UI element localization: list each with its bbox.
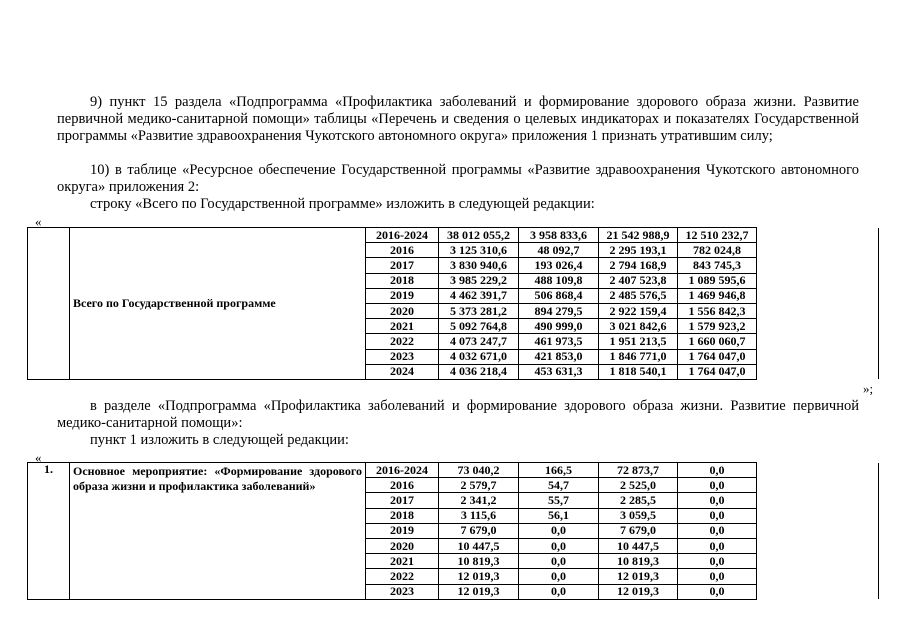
paragraph-item-9: 9) пункт 15 раздела «Подпрограмма «Профилактика заболеваний и формирование здорового образа жизни. Развитие первичной медико-санитарной помощи» таблицы «Перечень и сведения о целевых индикаторах и показателях Государственной программы «Развитие здравоохранения Чукотского автономного округа» приложения 1 признать утратившим силу; [57, 94, 859, 144]
paragraph-row-instruction: строку «Всего по Государственной программе» изложить в следующей редакции: [90, 196, 595, 212]
period-cell: 2016-2024 [366, 228, 439, 243]
amount-cell: 0,0 [678, 538, 757, 553]
empty-cell [757, 228, 879, 243]
amount-cell: 4 032 671,0 [439, 349, 519, 364]
row-label-cell: Основное мероприятие: «Формирование здорового образа жизни и профилактика заболеваний» [70, 463, 366, 600]
period-cell: 2017 [366, 493, 439, 508]
period-cell: 2016 [366, 243, 439, 258]
amount-cell: 0,0 [519, 584, 599, 599]
empty-cell [757, 319, 879, 334]
amount-cell: 0,0 [678, 493, 757, 508]
amount-cell: 1 764 047,0 [678, 364, 757, 379]
amount-cell: 0,0 [519, 523, 599, 538]
empty-cell [757, 508, 879, 523]
amount-cell: 7 679,0 [599, 523, 678, 538]
amount-cell: 1 089 595,6 [678, 273, 757, 288]
amount-cell: 1 469 946,8 [678, 288, 757, 303]
empty-cell [757, 463, 879, 478]
amount-cell: 2 341,2 [439, 493, 519, 508]
amount-cell: 4 036 218,4 [439, 364, 519, 379]
empty-cell [757, 493, 879, 508]
amount-cell: 490 999,0 [519, 319, 599, 334]
period-cell: 2017 [366, 258, 439, 273]
amount-cell: 782 024,8 [678, 243, 757, 258]
amount-cell: 2 485 576,5 [599, 288, 678, 303]
empty-cell [757, 243, 879, 258]
amount-cell: 2 922 159,4 [599, 303, 678, 318]
amount-cell: 10 447,5 [439, 538, 519, 553]
period-cell: 2020 [366, 538, 439, 553]
empty-cell [757, 523, 879, 538]
amount-cell: 894 279,5 [519, 303, 599, 318]
period-cell: 2016 [366, 478, 439, 493]
amount-cell: 12 019,3 [439, 569, 519, 584]
empty-cell [757, 364, 879, 379]
amount-cell: 1 818 540,1 [599, 364, 678, 379]
amount-cell: 0,0 [678, 554, 757, 569]
amount-cell: 4 462 391,7 [439, 288, 519, 303]
amount-cell: 3 958 833,6 [519, 228, 599, 243]
amount-cell: 1 951 213,5 [599, 334, 678, 349]
amount-cell: 56,1 [519, 508, 599, 523]
amount-cell: 48 092,7 [519, 243, 599, 258]
closing-quote-1: »; [863, 381, 874, 396]
amount-cell: 506 868,4 [519, 288, 599, 303]
amount-cell: 193 026,4 [519, 258, 599, 273]
amount-cell: 1 846 771,0 [599, 349, 678, 364]
period-cell: 2021 [366, 319, 439, 334]
amount-cell: 3 125 310,6 [439, 243, 519, 258]
period-cell: 2019 [366, 523, 439, 538]
amount-cell: 2 579,7 [439, 478, 519, 493]
amount-cell: 0,0 [519, 554, 599, 569]
amount-cell: 3 985 229,2 [439, 273, 519, 288]
amount-cell: 0,0 [519, 538, 599, 553]
empty-cell [757, 569, 879, 584]
amount-cell: 3 830 940,6 [439, 258, 519, 273]
empty-cell [757, 349, 879, 364]
amount-cell: 3 059,5 [599, 508, 678, 523]
amount-cell: 12 019,3 [599, 584, 678, 599]
empty-cell [757, 554, 879, 569]
amount-cell: 0,0 [678, 463, 757, 478]
period-cell: 2018 [366, 508, 439, 523]
amount-cell: 1 660 060,7 [678, 334, 757, 349]
empty-cell [757, 584, 879, 599]
amount-cell: 0,0 [678, 569, 757, 584]
amount-cell: 10 819,3 [439, 554, 519, 569]
amount-cell: 7 679,0 [439, 523, 519, 538]
opening-quote-1: « [35, 214, 42, 229]
amount-cell: 0,0 [678, 478, 757, 493]
empty-cell [757, 303, 879, 318]
amount-cell: 2 794 168,9 [599, 258, 678, 273]
amount-cell: 166,5 [519, 463, 599, 478]
row-label-cell: Всего по Государственной программе [70, 228, 366, 380]
amount-cell: 2 295 193,1 [599, 243, 678, 258]
paragraph-section: в разделе «Подпрограмма «Профилактика заболеваний и формирование здорового образа жизни. Развитие первичной медико-санитарной помощи»: [57, 398, 859, 431]
empty-cell [757, 288, 879, 303]
total-program-table [27, 227, 879, 380]
amount-cell: 0,0 [678, 508, 757, 523]
amount-cell: 421 853,0 [519, 349, 599, 364]
amount-cell: 3 021 842,6 [599, 319, 678, 334]
amount-cell: 2 525,0 [599, 478, 678, 493]
amount-cell: 2 285,5 [599, 493, 678, 508]
amount-cell: 0,0 [678, 584, 757, 599]
amount-cell: 843 745,3 [678, 258, 757, 273]
amount-cell: 1 579 923,2 [678, 319, 757, 334]
amount-cell: 5 373 281,2 [439, 303, 519, 318]
amount-cell: 12 019,3 [599, 569, 678, 584]
period-cell: 2022 [366, 569, 439, 584]
amount-cell: 1 556 842,3 [678, 303, 757, 318]
amount-cell: 73 040,2 [439, 463, 519, 478]
paragraph-item-instruction: пункт 1 изложить в следующей редакции: [90, 432, 349, 448]
amount-cell: 1 764 047,0 [678, 349, 757, 364]
table-row [28, 228, 879, 243]
table-row [28, 463, 879, 478]
amount-cell: 72 873,7 [599, 463, 678, 478]
amount-cell: 12 019,3 [439, 584, 519, 599]
row-number-cell [28, 228, 70, 380]
empty-cell [757, 478, 879, 493]
empty-cell [757, 273, 879, 288]
period-cell: 2019 [366, 288, 439, 303]
amount-cell: 0,0 [678, 523, 757, 538]
amount-cell: 12 510 232,7 [678, 228, 757, 243]
row-number-cell: 1. [28, 463, 70, 600]
amount-cell: 54,7 [519, 478, 599, 493]
period-cell: 2016-2024 [366, 463, 439, 478]
amount-cell: 10 819,3 [599, 554, 678, 569]
period-cell: 2021 [366, 554, 439, 569]
amount-cell: 55,7 [519, 493, 599, 508]
opening-quote-2: « [35, 450, 42, 465]
period-cell: 2018 [366, 273, 439, 288]
empty-cell [757, 258, 879, 273]
amount-cell: 2 407 523,8 [599, 273, 678, 288]
amount-cell: 21 542 988,9 [599, 228, 678, 243]
amount-cell: 10 447,5 [599, 538, 678, 553]
empty-cell [757, 538, 879, 553]
amount-cell: 38 012 055,2 [439, 228, 519, 243]
amount-cell: 4 073 247,7 [439, 334, 519, 349]
period-cell: 2022 [366, 334, 439, 349]
amount-cell: 0,0 [519, 569, 599, 584]
amount-cell: 453 631,3 [519, 364, 599, 379]
amount-cell: 461 973,5 [519, 334, 599, 349]
measure-table [27, 462, 879, 600]
period-cell: 2024 [366, 364, 439, 379]
period-cell: 2023 [366, 584, 439, 599]
period-cell: 2023 [366, 349, 439, 364]
amount-cell: 488 109,8 [519, 273, 599, 288]
amount-cell: 5 092 764,8 [439, 319, 519, 334]
amount-cell: 3 115,6 [439, 508, 519, 523]
period-cell: 2020 [366, 303, 439, 318]
paragraph-item-10: 10) в таблице «Ресурсное обеспечение Государственной программы «Развитие здравоохранения Чукотского автономного округа» приложения 2: [57, 162, 859, 195]
empty-cell [757, 334, 879, 349]
